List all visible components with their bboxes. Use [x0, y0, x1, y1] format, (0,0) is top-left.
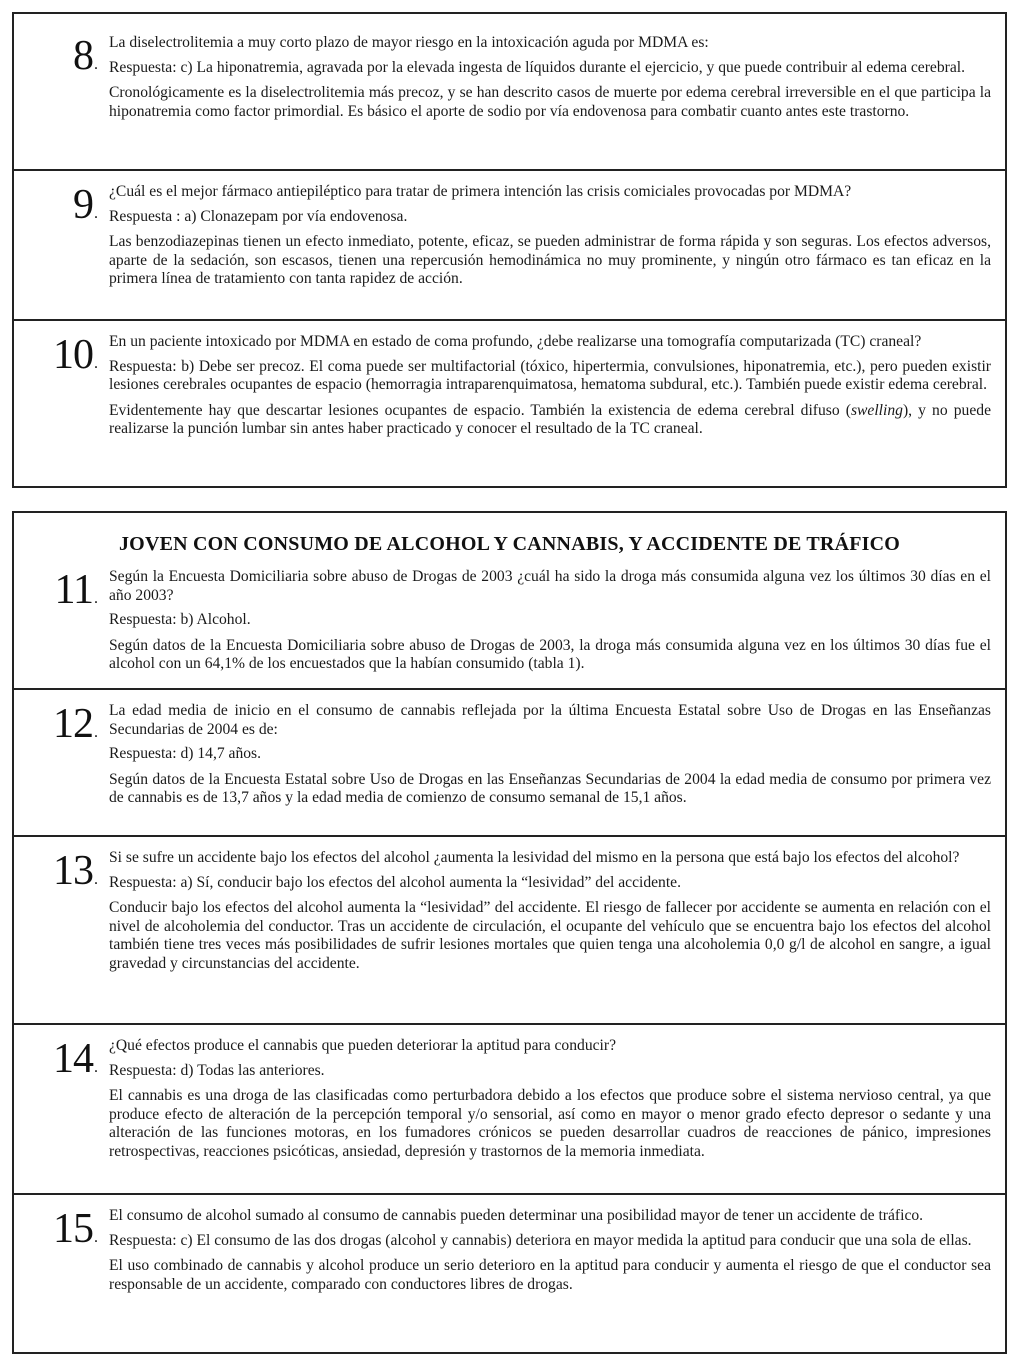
number-text: 9: [73, 182, 93, 228]
question-text: Según la Encuesta Domiciliaria sobre abuso de Drogas de 2003 ¿cuál ha sido la droga más consumida alguna vez los últimos 30 días en el año 2003?: [109, 568, 991, 604]
answer-text: Respuesta: a) Sí, conducir bajo los efectos del alcohol aumenta la “lesividad” del accidente.: [109, 873, 681, 891]
explanation-text: El uso combinado de cannabis y alcohol produce un serio deterioro en la aptitud para conducir y aumenta el riesgo de que el conductor sea responsable de un accidente, comparado con conductores libres de drogas.: [109, 1257, 991, 1293]
question-text: El consumo de alcohol sumado al consumo de cannabis pueden determinar una posibilidad mayor de tener un accidente de tráfico.: [109, 1207, 924, 1224]
question-number: [14, 332, 98, 384]
answer-text: Respuesta: c) La hiponatremia, agravada por la elevada ingesta de líquidos durante el ejercicio, y que puede contribuir al edema cerebral.: [109, 58, 965, 76]
explanation-text: Cronológicamente es la diselectrolitemia más precoz, y se han descrito casos de muerte por edema cerebral irreversible en el que participa la hiponatremia como factor primordial. Es básico el aporte de sodio por vía endovenosa para combatir cuanto antes este trastorno.: [109, 84, 991, 120]
question-number: [14, 1206, 98, 1258]
number-dot: .: [94, 871, 98, 888]
question-item-11: [14, 562, 1005, 688]
number-dot: .: [94, 1229, 98, 1246]
question-text: La diselectrolitemia a muy corto plazo de mayor riesgo en la intoxicación aguda por MDMA es:: [109, 34, 709, 51]
explanation-text: Según datos de la Encuesta Domiciliaria sobre abuso de Drogas de 2003, la droga más consumida alguna vez en los últimos 30 días fue el alcohol con un 64,1% de los encuestados que la habían consumido (tabla 1).: [109, 636, 991, 673]
number-dot: .: [94, 355, 98, 372]
explanation-text-end: ), y no puede realizarse la punción lumbar sin antes haber practicado y conocer el resultado de la TC craneal.: [109, 401, 991, 438]
number-text: 8: [73, 33, 93, 79]
number-text: 11: [54, 567, 93, 613]
explanation-text: Conducir bajo los efectos del alcohol aumenta la “lesividad” del accidente. El riesgo de fallecer por accidente se aumenta en relación con el nivel de alcoholemia del conductor. Tras un accidente de circulación, el ocupante del vehículo que se encuentra bajo los efectos del alcohol también tiene tres veces más posibilidades de sufrir lesiones mortales que quien tenga una alcoholemia 0,0 g/l de alcohol en sangre, a igual gravedad y circunstancias del accidente.: [109, 899, 991, 972]
explanation-text: El cannabis es una droga de las clasificadas como perturbadora debido a los efectos que produce sobre el sistema nervioso central, ya que produce efecto de alteración de la percepción temporal y/o sensorial, así como en mayor o menor grado efecto depresor o sedante y una alteración de las funciones motoras, en los fumadores crónicos se pueden desarrollar cuadros de reacciones de pánico, impresiones retrospectivas, reacciones psicóticas, ansiedad, depresión y trastornos de la memoria inmediata.: [109, 1087, 991, 1160]
question-item-12: [14, 688, 1005, 835]
number-text: 15: [53, 1206, 93, 1252]
number-dot: .: [94, 1059, 98, 1076]
explanation-text: Según datos de la Encuesta Estatal sobre Uso de Drogas en las Enseñanzas Secundarias de 2004 la edad media de consumo por primera vez de cannabis es de 13,7 años y la edad media de comienzo de consumo semanal de 15,1 años.: [109, 770, 991, 807]
question-number: [14, 848, 98, 900]
question-item-10: [14, 319, 1005, 486]
answer-text: Respuesta : a) Clonazepam por vía endovenosa.: [109, 207, 408, 225]
explanation-text: [109, 402, 991, 439]
question-number: [14, 701, 98, 753]
questions-block-alcohol-cannabis: [12, 511, 1007, 1354]
question-item-8: [14, 14, 1005, 169]
question-number: [14, 567, 98, 619]
question-number: [14, 182, 98, 234]
number-text: 12: [53, 701, 93, 747]
number-dot: .: [94, 724, 98, 741]
answer-text: Respuesta: d) 14,7 años.: [109, 745, 262, 763]
questions-block-mdma: [12, 12, 1007, 488]
explanation-text-start: Evidentemente hay que descartar lesiones ocupantes de espacio. También la existencia de edema cerebral difuso (: [109, 401, 851, 419]
answer-text: Respuesta: b) Alcohol.: [109, 611, 251, 629]
explanation-italic-term: swelling: [850, 401, 903, 419]
question-item-13: [14, 835, 1005, 1023]
question-number: [14, 33, 98, 85]
explanation-text: Las benzodiazepinas tienen un efecto inmediato, potente, eficaz, se pueden administrar de forma rápida y son seguras. Los efectos adversos, aparte de la sedación, son escasos, tienen una repercusión hemodinámica no muy prominente, y ningún otro fármaco es tan eficaz en la primera línea de tratamiento con tanta rapidez de acción.: [109, 233, 991, 288]
question-item-15: [14, 1193, 1005, 1343]
question-text: ¿Qué efectos produce el cannabis que pueden deteriorar la aptitud para conducir?: [109, 1037, 616, 1054]
number-text: 10: [53, 332, 93, 378]
number-text: 13: [53, 848, 93, 894]
question-number: [14, 1036, 98, 1088]
question-item-14: [14, 1023, 1005, 1193]
question-text: ¿Cuál es el mejor fármaco antiepiléptico para tratar de primera intención las crisis comiciales provocadas por MDMA?: [109, 183, 852, 200]
number-dot: .: [94, 56, 98, 73]
number-dot: .: [94, 590, 98, 607]
question-text: La edad media de inicio en el consumo de cannabis reflejada por la última Encuesta Estatal sobre Uso de Drogas en las Enseñanzas Secundarias de 2004 es de:: [109, 702, 991, 738]
number-text: 14: [53, 1036, 93, 1082]
answer-text: Respuesta: d) Todas las anteriores.: [109, 1061, 325, 1079]
number-dot: .: [94, 205, 98, 222]
section-title: JOVEN CON CONSUMO DE ALCOHOL Y CANNABIS, Y ACCIDENTE DE TRÁFICO: [118, 533, 901, 555]
question-text: Si se sufre un accidente bajo los efectos del alcohol ¿aumenta la lesividad del mismo en la persona que está bajo los efectos del alcohol?: [109, 849, 960, 866]
answer-text: Respuesta: b) Debe ser precoz. El coma puede ser multifactorial (tóxico, hipertermia, convulsiones, hiponatremia, etc.), pero pueden existir lesiones cerebrales ocupantes de espacio (hemorragia intraparenquimatosa, hematoma subdural, etc.). También puede existir edema cerebral.: [109, 357, 991, 394]
question-text: En un paciente intoxicado por MDMA en estado de coma profundo, ¿debe realizarse una tomografía computarizada (TC) craneal?: [109, 333, 922, 350]
answer-text: Respuesta: c) El consumo de las dos drogas (alcohol y cannabis) deteriora en mayor medida la aptitud para conducir que una sola de ellas.: [109, 1231, 972, 1249]
question-item-9: [14, 169, 1005, 319]
